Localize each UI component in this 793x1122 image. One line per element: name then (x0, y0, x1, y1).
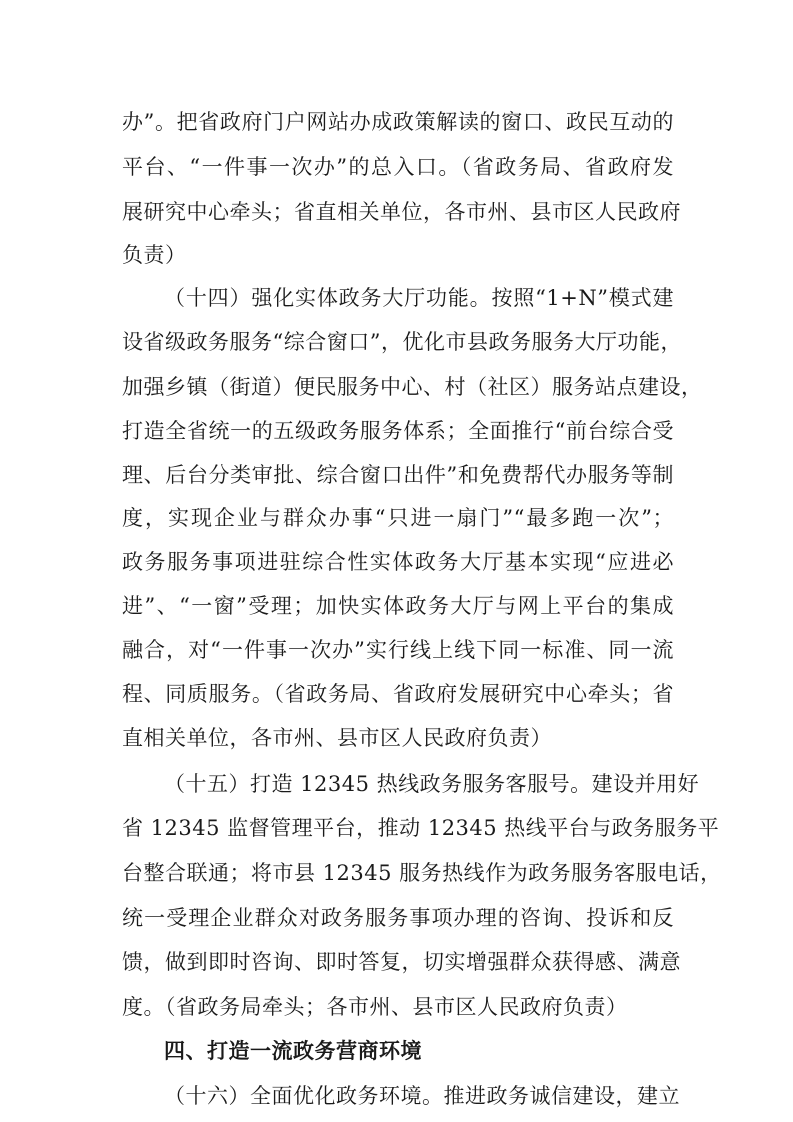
body-text-line: 台整合联通；将市县 12345 服务热线作为政务服务客服电话， (122, 861, 722, 885)
body-text-line: 理、后台分类审批、综合窗口出件”和免费帮代办服务等制 (122, 463, 674, 487)
paragraph-16-heading-line: （十六）全面优化政务环境。推进政务诚信建设，建立 (164, 1084, 680, 1108)
body-text-line: 政务服务事项进驻综合性实体政务大厅基本实现“应进必 (122, 550, 674, 574)
body-text-line: 设省级政务服务“综合窗口”，优化市县政务服务大厅功能， (122, 330, 682, 354)
body-text-line: 平台、“一件事一次办”的总入口。（省政务局、省政府发 (122, 155, 674, 179)
body-text-line: 直相关单位，各市州、县市区人民政府负责） (122, 726, 552, 750)
body-text-line: 展研究中心牵头；省直相关单位，各市州、县市区人民政府 (122, 200, 681, 224)
body-text-line: 办”。把省政府门户网站办成政策解读的窗口、政民互动的 (122, 110, 674, 134)
body-text-line: 融合，对“一件事一次办”实行线上线下同一标准、同一流 (122, 638, 674, 662)
body-text-line: 统一受理企业群众对政务服务事项办理的咨询、投诉和反 (122, 906, 674, 930)
body-text-line: 程、同质服务。（省政务局、省政府发展研究中心牵头；省 (122, 682, 674, 706)
body-text-line: 度，实现企业与群众办事“只进一扇门”“最多跑一次”； (122, 506, 674, 530)
body-text-line: 度。（省政务局牵头；各市州、县市区人民政府负责） (122, 995, 628, 1019)
paragraph-15-heading-line: （十五）打造 12345 热线政务服务客服号。建设并用好 (164, 772, 700, 796)
section-heading: 四、打造一流政务营商环境 (164, 1039, 422, 1063)
body-text-line: 加强乡镇（街道）便民服务中心、村（社区）服务站点建设， (122, 375, 703, 399)
paragraph-14-heading-line: （十四）强化实体政务大厅功能。按照“1+N”模式建 (164, 286, 674, 310)
body-text-line: 省 12345 监督管理平台，推动 12345 热线平台与政务服务平 (122, 816, 720, 840)
body-text-line: 负责） (122, 243, 187, 267)
body-text-line: 打造全省统一的五级政务服务体系；全面推行“前台综合受 (122, 419, 674, 443)
body-text-line: 进”、“一窗”受理；加快实体政务大厅与网上平台的集成 (122, 594, 674, 618)
body-text-line: 馈，做到即时咨询、即时答复，切实增强群众获得感、满意 (122, 950, 681, 974)
